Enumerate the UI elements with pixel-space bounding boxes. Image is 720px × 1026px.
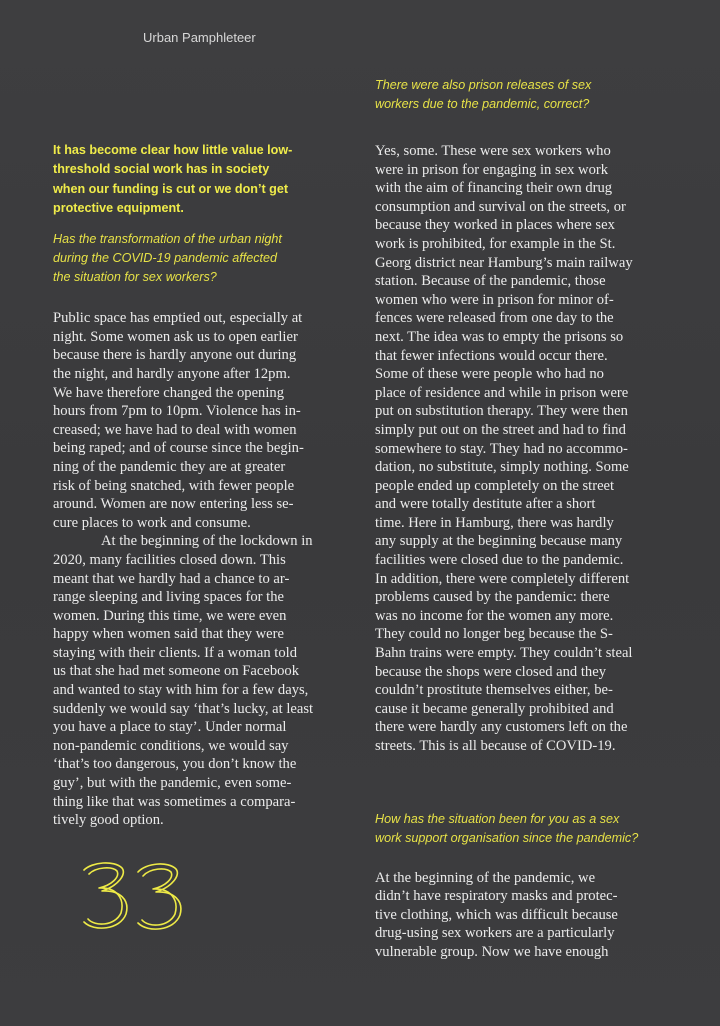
text-line: risk of being snatched, with fewer people bbox=[53, 477, 295, 494]
text-line: ning of the pandemic they are at greater bbox=[53, 458, 286, 475]
pullquote-line: when our funding is cut or we don’t get bbox=[53, 181, 289, 196]
question-line: Has the transformation of the urban night bbox=[53, 232, 282, 247]
text-line: and were totally destitute after a short bbox=[375, 496, 596, 513]
text-line: because the shops were closed and they bbox=[375, 663, 606, 680]
text-line: were in prison for engaging in sex work bbox=[375, 161, 609, 178]
text-line: there were hardly any customers left on the bbox=[375, 719, 628, 736]
text-line: the night, and hardly anyone after 12pm. bbox=[53, 365, 291, 382]
pullquote-line: It has become clear how little value low- bbox=[53, 143, 293, 157]
pullquote-line: threshold social work has in society bbox=[53, 162, 270, 177]
page-number bbox=[80, 860, 190, 936]
text-line: any supply at the beginning because many bbox=[375, 533, 623, 550]
answer-paragraph bbox=[375, 869, 675, 962]
text-line: guy’, but with the pandemic, even some- bbox=[53, 775, 292, 792]
text-line: range sleeping and living spaces for the bbox=[53, 589, 284, 606]
question-line: work support organisation since the pandemic? bbox=[375, 830, 639, 845]
text-line: put on substitution therapy. They were then bbox=[375, 403, 628, 420]
text-line: At the beginning of the lockdown in bbox=[101, 533, 313, 550]
text-line: staying with their clients. If a woman told bbox=[53, 644, 297, 661]
text-line: In addition, there were completely different bbox=[375, 570, 630, 587]
answer-paragraph bbox=[375, 142, 675, 756]
text-line: people ended up completely on the street bbox=[375, 477, 615, 494]
text-line: was no income for the women any more. bbox=[375, 607, 614, 624]
text-line: At the beginning of the pandemic, we bbox=[375, 869, 596, 886]
text-line: station. Because of the pandemic, those bbox=[375, 273, 606, 290]
text-line: you have a place to stay’. Under normal bbox=[53, 719, 287, 736]
text-line: being raped; and of course since the begin- bbox=[53, 440, 304, 457]
text-line: thing like that was sometimes a compara- bbox=[53, 793, 296, 810]
text-line: problems caused by the pandemic: there bbox=[375, 589, 610, 606]
text-line: that fewer infections would occur there. bbox=[375, 347, 608, 364]
text-line: somewhere to stay. They had no accommo- bbox=[375, 440, 628, 457]
text-line: because there is hardly anyone out during bbox=[53, 347, 297, 364]
text-line: Some of these were people who had no bbox=[375, 366, 604, 383]
text-line: couldn’t prostitute themselves either, be- bbox=[375, 682, 613, 699]
running-head: Urban Pamphleteer bbox=[143, 30, 256, 45]
text-line: They could no longer beg because the S- bbox=[375, 626, 613, 643]
text-line: us that she had met someone on Facebook bbox=[53, 663, 300, 680]
text-line: facilities were closed due to the pandemic. bbox=[375, 552, 624, 569]
text-line: suddenly we would say ‘that’s lucky, at least bbox=[53, 700, 314, 717]
question-line: There were also prison releases of sex bbox=[375, 78, 592, 92]
text-line: meant that we hardly had a chance to ar- bbox=[53, 570, 290, 587]
question-line: during the COVID-19 pandemic affected bbox=[53, 251, 278, 266]
text-line: work is prohibited, for example in the St. bbox=[375, 235, 616, 252]
text-line: ‘that’s too dangerous, you don’t know the bbox=[53, 756, 297, 773]
text-line: happy when women said that they were bbox=[53, 626, 284, 643]
text-line: because they worked in places where sex bbox=[375, 217, 615, 234]
text-line: Yes, some. These were sex workers who bbox=[375, 143, 611, 159]
text-line: fences were released from one day to the bbox=[375, 310, 614, 327]
text-line: dation, no substitute, simply nothing. Some bbox=[375, 459, 629, 476]
text-line: women. During this time, we were even bbox=[53, 607, 287, 624]
text-line: consumption and survival on the streets, or bbox=[375, 198, 626, 215]
text-line: We have therefore changed the opening bbox=[53, 384, 284, 401]
text-line: 2020, many facilities closed down. This bbox=[53, 551, 286, 568]
answer-paragraph bbox=[53, 309, 353, 532]
question-line: workers due to the pandemic, correct? bbox=[375, 97, 590, 111]
question-line: How has the situation been for you as a sex bbox=[375, 811, 620, 826]
text-line: hours from 7pm to 10pm. Violence has in- bbox=[53, 403, 301, 420]
text-line: night. Some women ask us to open earlier bbox=[53, 328, 298, 345]
text-line: time. Here in Hamburg, there was hardly bbox=[375, 514, 614, 531]
text-line: tive clothing, which was difficult because bbox=[375, 906, 618, 923]
interview-question bbox=[375, 810, 675, 848]
interview-question bbox=[375, 76, 675, 114]
right-column bbox=[375, 76, 675, 962]
text-line: cause it became generally prohibited and bbox=[375, 700, 614, 717]
question-line: the situation for sex workers? bbox=[53, 270, 217, 285]
text-line: simply put out on the street and had to find bbox=[375, 421, 626, 438]
text-line: Bahn trains were empty. They couldn’t steal bbox=[375, 645, 633, 662]
text-line: cure places to work and consume. bbox=[53, 514, 251, 531]
pullquote-line: protective equipment. bbox=[53, 200, 184, 215]
text-line: creased; we have had to deal with women bbox=[53, 421, 297, 438]
pullquote bbox=[53, 141, 353, 218]
interview-question bbox=[53, 230, 353, 287]
text-line: didn’t have respiratory masks and protec- bbox=[375, 888, 618, 905]
text-line: vulnerable group. Now we have enough bbox=[375, 943, 609, 960]
text-line: Public space has emptied out, especially at bbox=[53, 310, 303, 327]
text-line: Georg district near Hamburg’s main railway bbox=[375, 254, 633, 271]
text-line: drug-using sex workers are a particularly bbox=[375, 925, 615, 942]
text-line: non-pandemic conditions, we would say bbox=[53, 737, 289, 754]
text-line: and wanted to stay with him for a few days, bbox=[53, 682, 309, 699]
text-line: place of residence and while in prison were bbox=[375, 384, 629, 401]
text-line: tively good option. bbox=[53, 812, 164, 829]
left-column bbox=[53, 141, 353, 830]
text-line: around. Women are now entering less se- bbox=[53, 496, 294, 513]
answer-paragraph bbox=[53, 532, 353, 830]
text-line: women who were in prison for minor of- bbox=[375, 291, 614, 308]
text-line: with the aim of financing their own drug bbox=[375, 180, 613, 197]
text-line: next. The idea was to empty the prisons so bbox=[375, 328, 624, 345]
text-line: streets. This is all because of COVID-19. bbox=[375, 738, 616, 754]
